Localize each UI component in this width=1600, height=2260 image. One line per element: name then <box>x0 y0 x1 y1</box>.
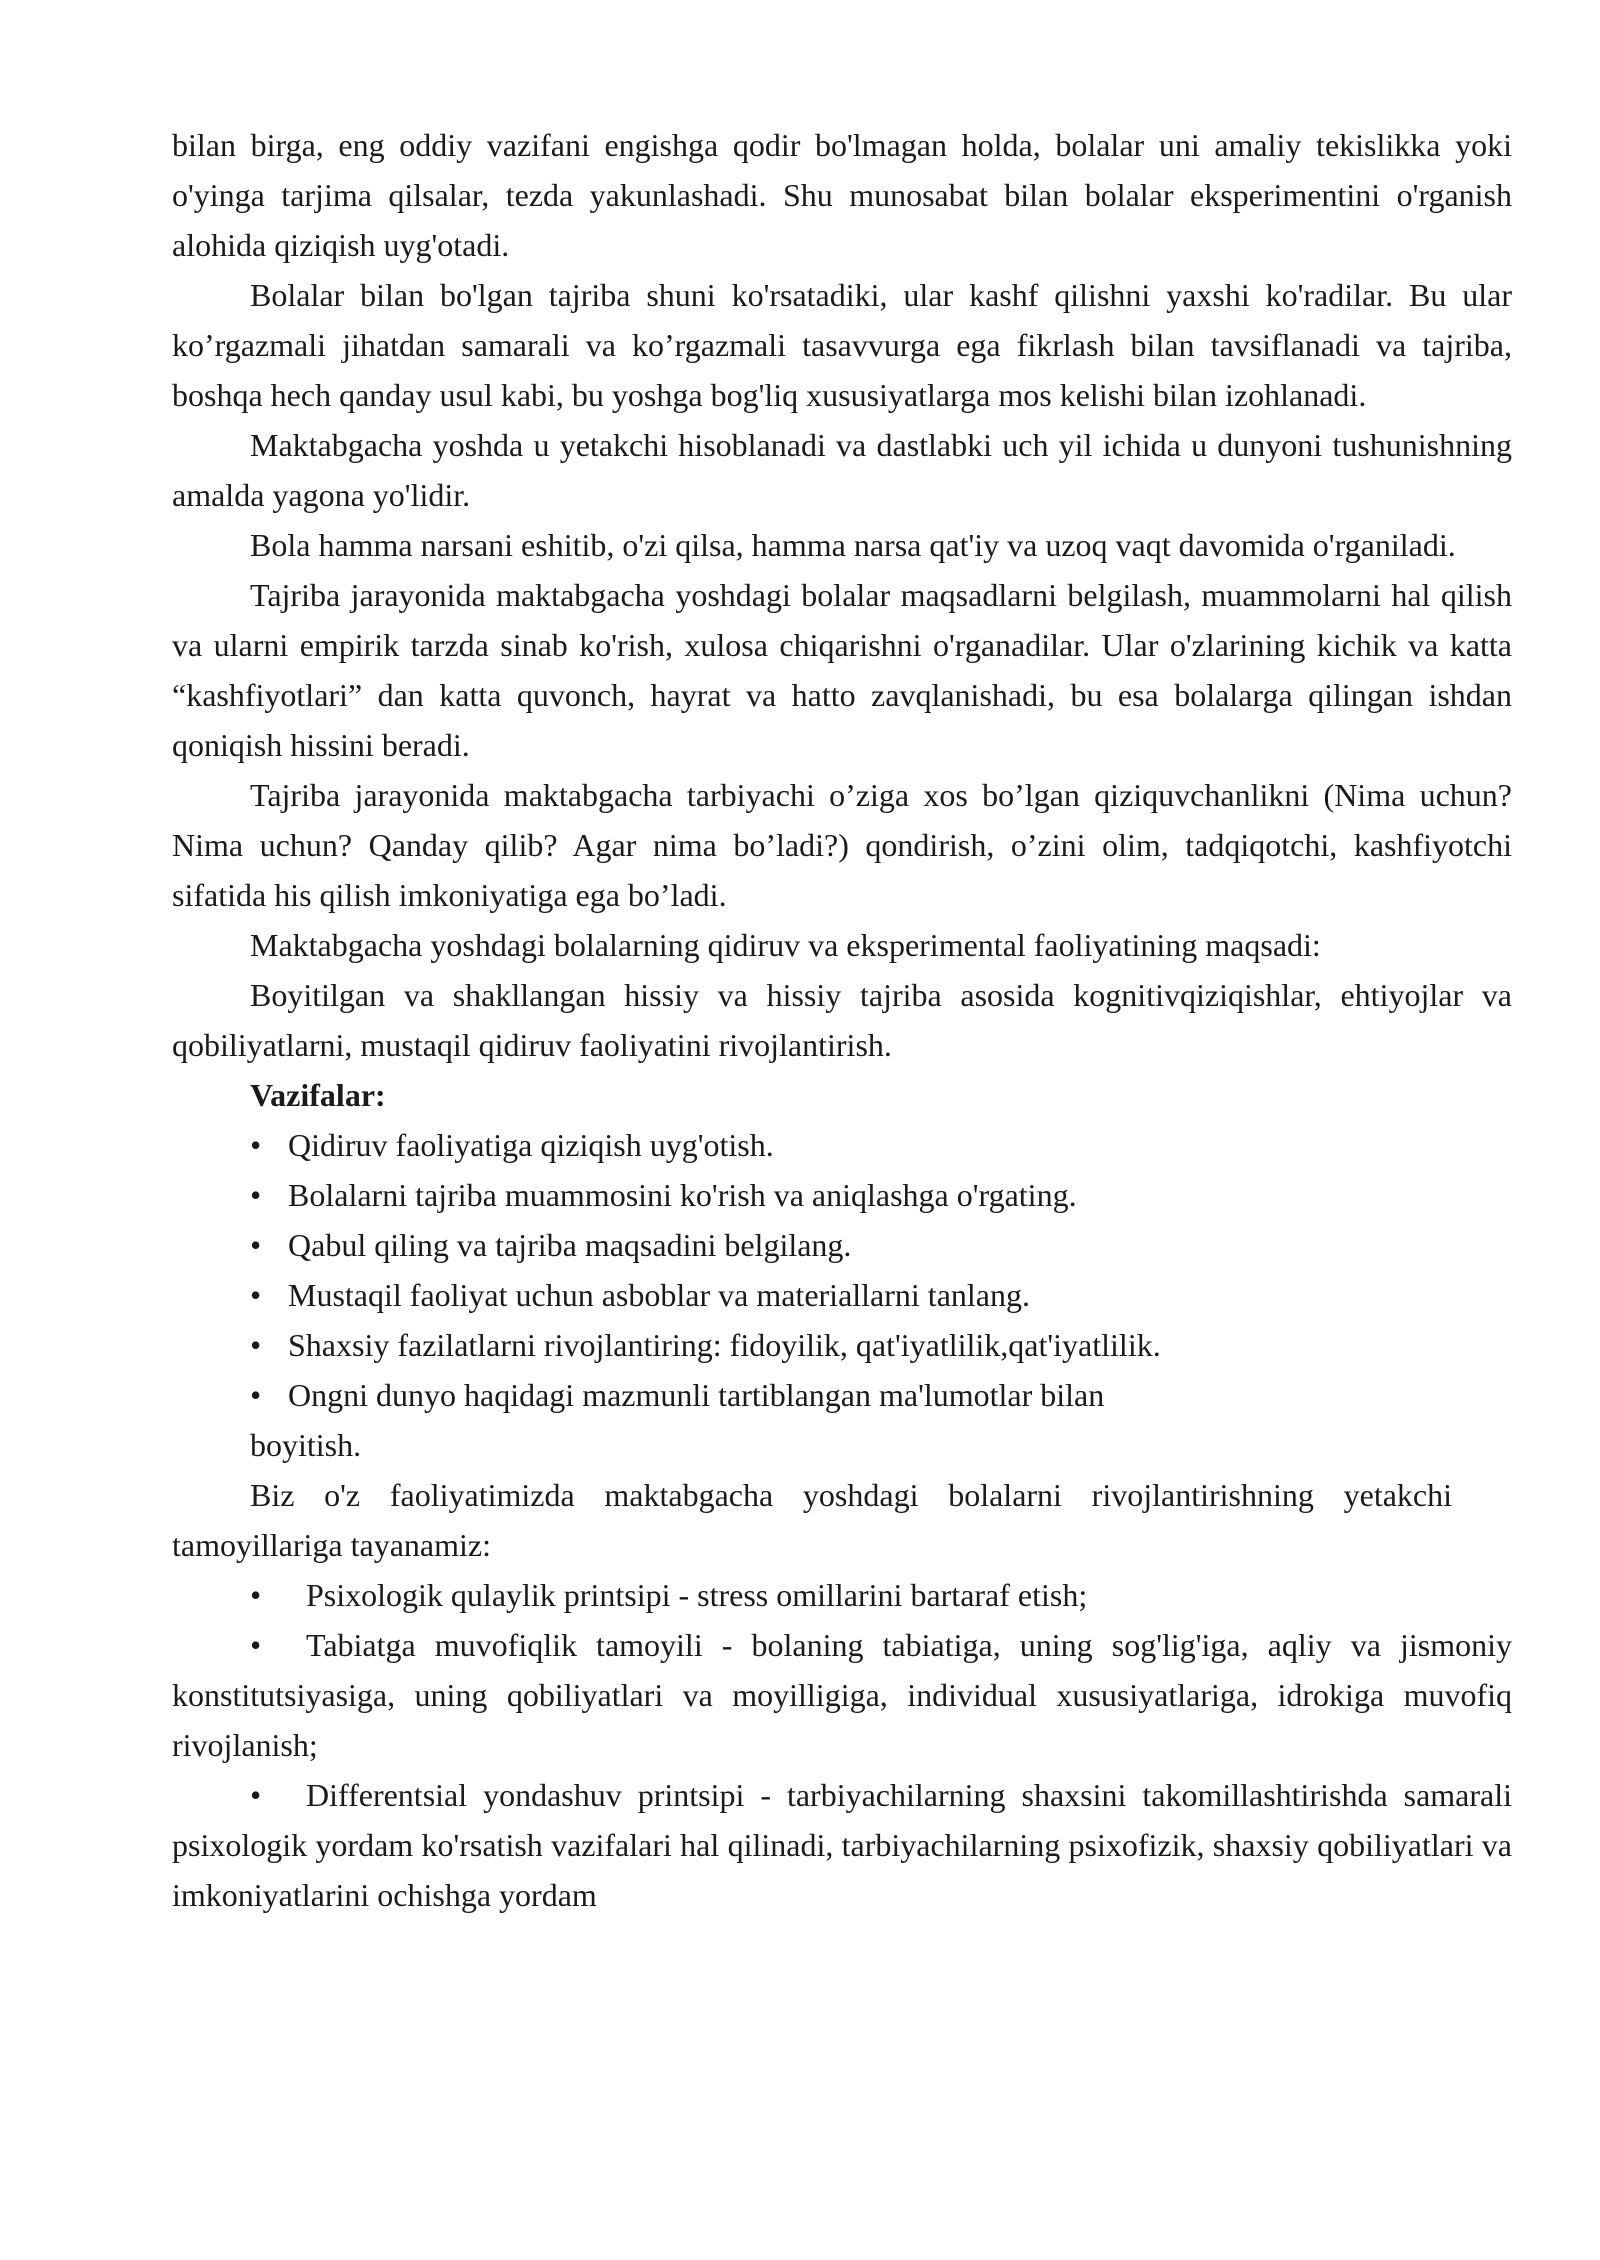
paragraph-3: Maktabgacha yoshda u yetakchi hisoblanadi va dastlabki uch yil ichida u dunyoni tushunishning amalda yagona yo'lidir. <box>172 427 1512 513</box>
paragraph-goal: Maktabgacha yoshdagi bolalarning qidiruv va eksperimental faoliyatining maqsadi: <box>250 927 1321 963</box>
bullet-icon: • <box>250 1577 262 1613</box>
list-item: • Differentsial yondashuv printsipi - tarbiyachilarning shaxsini takomillashtirishda samarali psixologik yordam ko'rsatish vazifalari hal qilinadi, tarbiyachilarning psixofizik, shaxsiy qobiliyatlari va imkoniyatlarini ochishga yordam <box>172 1770 1512 1920</box>
list-item: • Tabiatga muvofiqlik tamoyili - bolaning tabiatiga, uning sog'lig'iga, aqliy va jismoniy konstitutsiyasiga, uning qobiliyatlari va moyilligiga, individual xususiyatlariga, idrokiga muvofiq rivojlanish; <box>172 1620 1512 1770</box>
principles-list <box>172 1570 1512 1920</box>
list-item: • Mustaqil faoliyat uchun asboblar va materiallarni tanlang. <box>172 1270 1512 1320</box>
list-item-continuation: boyitish. <box>250 1427 362 1463</box>
bullet-icon: • <box>250 1777 262 1813</box>
paragraph-6: Tajriba jarayonida maktabgacha tarbiyachi o’ziga xos bo’lgan qiziquvchanlikni (Nima uchun? Nima uchun? Qanday qilib? Agar nima bo’ladi?) qondirish, o’zini olim, tadqiqotchi, kashfiyotchi sifatida his qilish imkoniyatiga ega bo’ladi. <box>172 777 1512 913</box>
bullet-icon: • <box>250 1627 262 1663</box>
paragraph-5: Tajriba jarayonida maktabgacha yoshdagi bolalar maqsadlarni belgilash, muammolarni hal qilish va ularni empirik tarzda sinab ko'rish, xulosa chiqarishni o'rganadilar. Ular o'zlarining kichik va katta “kashfiyotlari” dan katta quvonch, hayrat va hatto zavqlanishadi, bu esa bolalarga qilingan ishdan qoniqish hissini beradi. <box>172 577 1512 763</box>
list-item: • Qabul qiling va tajriba maqsadini belgilang. <box>172 1220 1512 1270</box>
list-item: • Qidiruv faoliyatiga qiziqish uyg'otish. <box>172 1120 1512 1170</box>
paragraph-1: bilan birga, eng oddiy vazifani engishga qodir bo'lmagan holda, bolalar uni amaliy tekislikka yoki o'yinga tarjima qilsalar, tezda yakunlashadi. Shu munosabat bilan bolalar eksperimentini o'rganish alohida qiziqish uyg'otadi. <box>172 127 1512 263</box>
bullet-icon: • <box>250 1227 262 1263</box>
bullet-icon: • <box>250 1277 262 1313</box>
list-item: • Bolalarni tajriba muammosini ko'rish va aniqlashga o'rgating. <box>172 1170 1512 1220</box>
paragraph-4: Bola hamma narsani eshitib, o'zi qilsa, hamma narsa qat'iy va uzoq vaqt davomida o'rganiladi. <box>250 527 1456 563</box>
paragraph-goal-text: Boyitilgan va shakllangan hissiy va hissiy tajriba asosida kognitivqiziqishlar, ehtiyojlar va qobiliyatlarni, mustaqil qidiruv faoliyatini rivojlantirish. <box>172 977 1512 1063</box>
paragraph-principles-intro: Biz o'z faoliyatimizda maktabgacha yoshdagi bolalarni rivojlantirishning yetakchi tamoyillariga tayanamiz: <box>172 1477 1452 1563</box>
list-item: • Psixologik qulaylik printsipi - stress omillarini bartaraf etish; <box>172 1570 1512 1620</box>
bullet-icon: • <box>250 1177 262 1213</box>
paragraph-2: Bolalar bilan bo'lgan tajriba shuni ko'rsatadiki, ular kashf qilishni yaxshi ko'radilar. Bu ular ko’rgazmali jihatdan samarali va ko’rgazmali tasavvurga ega fikrlash bilan tavsiflanadi va tajriba, boshqa hech qanday usul kabi, bu yoshga bog'liq xususiyatlarga mos kelishi bilan izohlanadi. <box>172 277 1512 413</box>
bullet-icon: • <box>250 1127 262 1163</box>
list-item: • Ongni dunyo haqidagi mazmunli tartiblangan ma'lumotlar bilan <box>172 1370 1512 1420</box>
list-item: • Shaxsiy fazilatlarni rivojlantiring: fidoyilik, qat'iyatlilik,qat'iyatlilik. <box>172 1320 1512 1370</box>
document-page <box>172 120 1512 1920</box>
bullet-icon: • <box>250 1327 262 1363</box>
tasks-list <box>172 1120 1512 1470</box>
tasks-heading: Vazifalar: <box>250 1077 386 1113</box>
bullet-icon: • <box>250 1377 262 1413</box>
